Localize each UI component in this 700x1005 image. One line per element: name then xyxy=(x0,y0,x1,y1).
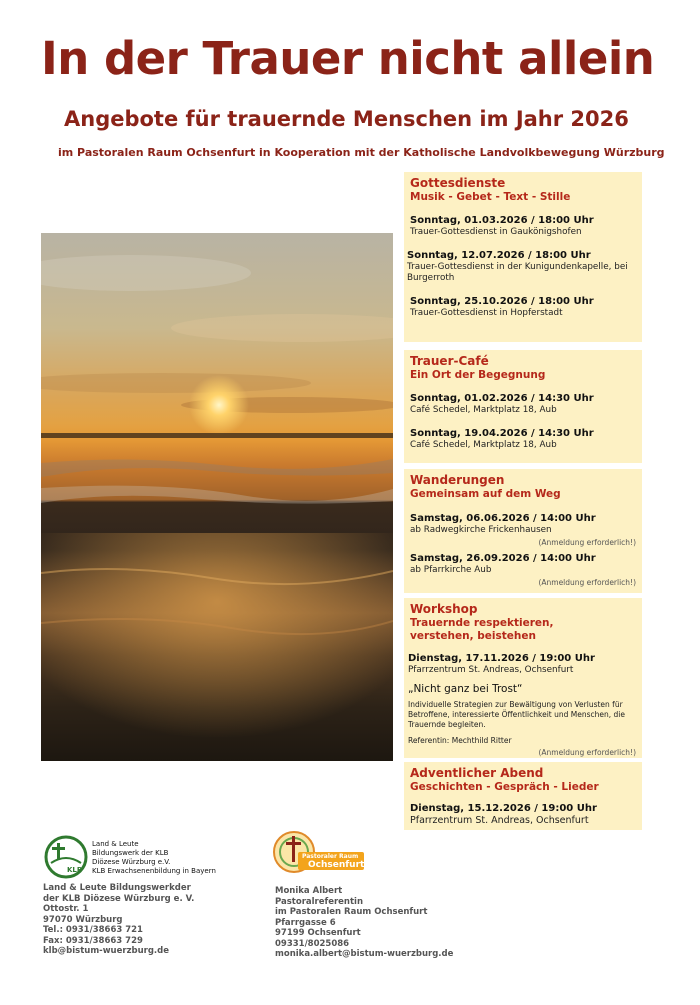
event-item xyxy=(410,427,636,451)
workshop-quote: „Nicht ganz bei Trost“ xyxy=(408,683,523,695)
klb-logo-line: KLB Erwachsenenbildung in Bayern xyxy=(92,867,216,875)
event-item xyxy=(407,249,636,284)
pr-logo-line1: Pastoraler Raum xyxy=(302,853,359,860)
section-title: Gottesdienste xyxy=(410,176,506,190)
contact-line: Tel.: 0931/38663 721 xyxy=(43,925,143,935)
section-subtitle-line1: Trauernde respektieren, xyxy=(410,617,554,629)
pastoraler-raum-logo xyxy=(272,828,368,880)
event-place: Pfarrzentrum St. Andreas, Ochsenfurt xyxy=(410,815,589,826)
section-subtitle: Musik - Gebet - Text - Stille xyxy=(410,191,571,203)
event-date: Samstag, 26.09.2026 / 14:00 Uhr xyxy=(410,553,596,564)
event-text: ab Pfarrkirche Aub xyxy=(410,565,492,575)
event-date: Samstag, 06.06.2026 / 14:00 Uhr xyxy=(410,513,596,524)
sunset-photo xyxy=(41,233,393,761)
event-text: ab Radwegkirche Frickenhausen xyxy=(410,525,552,535)
contact-line: 97199 Ochsenfurt xyxy=(275,928,361,938)
workshop-description: Individuelle Strategien zur Bewältigung von Verlusten für Betroffene, interessierte Öffentlichkeit und Menschen, die Trauernde begleiten. xyxy=(408,700,625,729)
event-date: Sonntag, 01.02.2026 / 14:30 Uhr xyxy=(410,393,594,404)
section-subtitle: Geschichten - Gespräch - Lieder xyxy=(410,781,599,793)
klb-logo-line: Land & Leute xyxy=(92,840,139,848)
contact-line: Monika Albert xyxy=(275,886,343,896)
klb-logo xyxy=(43,835,89,879)
section-title: Trauer-Café xyxy=(410,354,489,368)
event-item xyxy=(410,295,636,319)
event-text: Café Schedel, Marktplatz 18, Aub xyxy=(410,405,557,415)
contact-line: 09331/8025086 xyxy=(275,938,350,949)
event-item xyxy=(410,512,636,548)
contact-email[interactable]: monika.albert@bistum-wuerzburg.de xyxy=(275,949,454,959)
contact-line: 97070 Würzburg xyxy=(43,914,123,925)
event-date: Dienstag, 17.11.2026 / 19:00 Uhr xyxy=(408,653,595,664)
section-gottesdienste xyxy=(404,172,642,342)
pr-contact xyxy=(275,886,453,960)
section-subtitle: Ein Ort der Begegnung xyxy=(410,369,546,381)
registration-note: (Anmeldung erforderlich!) xyxy=(538,748,636,757)
event-date: Dienstag, 15.12.2026 / 19:00 Uhr xyxy=(410,803,597,814)
section-workshop xyxy=(404,598,642,758)
contact-line: Land & Leute Bildungswerkder xyxy=(43,883,191,893)
contact-line: Fax: 0931/38663 729 xyxy=(43,935,143,946)
contact-line: Pfarrgasse 6 xyxy=(275,917,336,928)
klb-logo-line: Diözese Würzburg e.V. xyxy=(92,858,171,866)
contact-line: der KLB Diözese Würzburg e. V. xyxy=(43,893,195,904)
event-item xyxy=(408,652,636,758)
event-item xyxy=(410,552,636,588)
section-advent xyxy=(404,762,642,830)
section-title: Wanderungen xyxy=(410,473,505,487)
page-title: In der Trauer nicht allein xyxy=(41,32,655,85)
contact-line: Ottostr. 1 xyxy=(43,904,89,914)
section-subtitle: Gemeinsam auf dem Weg xyxy=(410,488,561,500)
klb-logo-badge: KLB xyxy=(67,866,83,874)
event-date: Sonntag, 25.10.2026 / 18:00 Uhr xyxy=(410,296,594,307)
event-place: Pfarrzentrum St. Andreas, Ochsenfurt xyxy=(408,665,574,675)
event-text: Trauer-Gottesdienst in Gaukönigshofen xyxy=(410,227,582,237)
klb-contact xyxy=(43,883,194,957)
event-item xyxy=(410,392,636,416)
contact-line: im Pastoralen Raum Ochsenfurt xyxy=(275,907,428,917)
contact-email[interactable]: klb@bistum-wuerzburg.de xyxy=(43,946,170,956)
klb-logo-text xyxy=(92,840,216,876)
pr-logo-line2: Ochsenfurt xyxy=(308,860,365,870)
contact-line: Pastoralreferentin xyxy=(275,896,363,907)
section-trauer-cafe xyxy=(404,350,642,463)
page-subtitle: Angebote für trauernde Menschen im Jahr 2026 xyxy=(64,107,629,131)
section-subtitle-line2: verstehen, beistehen xyxy=(410,630,536,642)
event-date: Sonntag, 19.04.2026 / 14:30 Uhr xyxy=(410,428,594,439)
event-item xyxy=(410,214,636,238)
section-wanderungen xyxy=(404,469,642,593)
workshop-referent: Referentin: Mechthild Ritter xyxy=(408,736,512,745)
intro-line: im Pastoralen Raum Ochsenfurt in Kooperation mit der Katholische Landvolkbewegung Würzburg xyxy=(58,146,665,159)
event-item xyxy=(410,802,636,826)
section-title: Adventlicher Abend xyxy=(410,766,544,780)
event-date: Sonntag, 12.07.2026 / 18:00 Uhr xyxy=(407,250,591,261)
klb-logo-line: Bildungswerk der KLB xyxy=(92,849,169,857)
event-text: Trauer-Gottesdienst in Hopferstadt xyxy=(410,308,563,318)
event-text: Café Schedel, Marktplatz 18, Aub xyxy=(410,440,557,450)
section-title: Workshop xyxy=(410,602,478,616)
registration-note: (Anmeldung erforderlich!) xyxy=(538,578,636,587)
event-date: Sonntag, 01.03.2026 / 18:00 Uhr xyxy=(410,215,594,226)
registration-note: (Anmeldung erforderlich!) xyxy=(538,538,636,547)
event-text: Trauer-Gottesdienst in der Kunigundenkapelle, bei Burgerroth xyxy=(407,262,628,283)
